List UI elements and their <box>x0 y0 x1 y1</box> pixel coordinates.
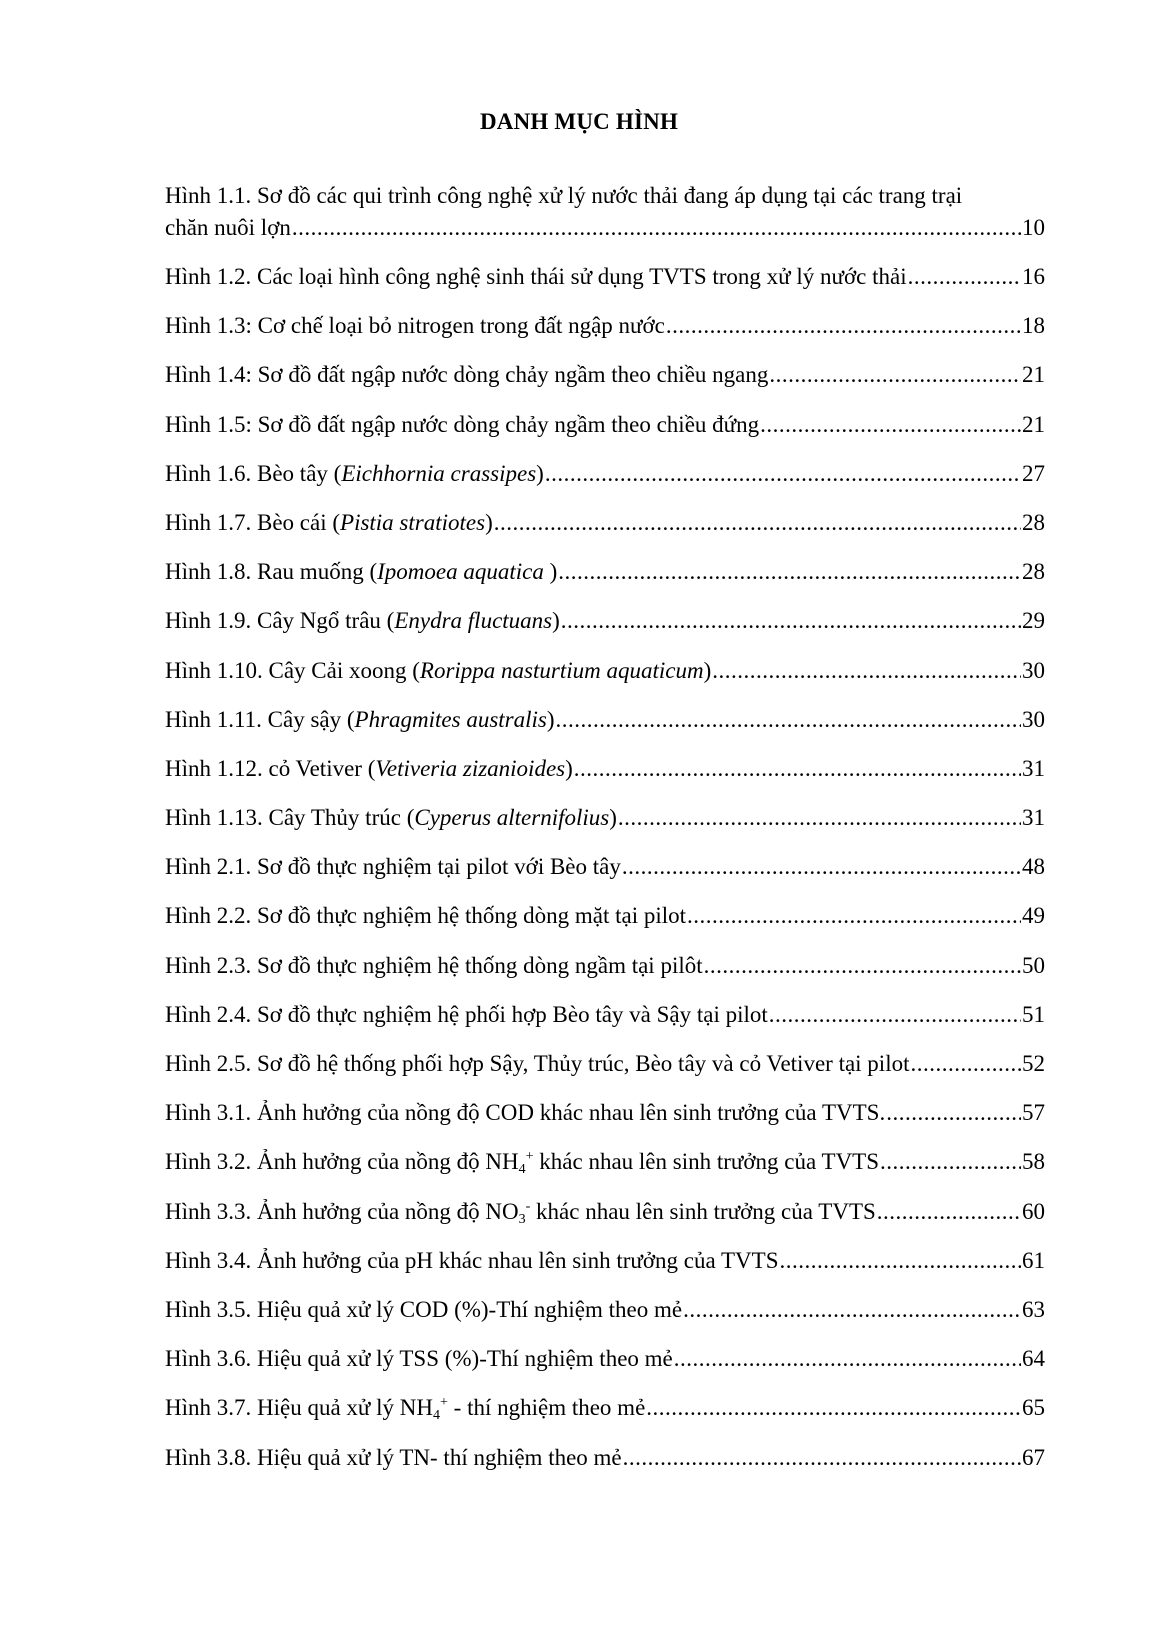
entry-page-number: 28 <box>1022 559 1045 585</box>
species-name: Vetiveria zizanioides <box>375 755 566 781</box>
entry-caption: Hình 3.4. Ảnh hưởng của pH khác nhau lên sinh trưởng của TVTS <box>165 1247 779 1273</box>
entry-page-number: 27 <box>1022 460 1045 486</box>
entry-caption: Hình 3.7. Hiệu quả xử lý $NH_4^+$ - thí nghiệm theo mẻ <box>165 1395 646 1424</box>
entry-page-number: 21 <box>1022 362 1045 388</box>
toc-entry-1-8[interactable] <box>165 556 1045 605</box>
dot-leader <box>683 1294 1021 1326</box>
entry-caption: Hình 1.7. Bèo cái (Pistia stratiotes) <box>165 509 493 535</box>
species-name: Enydra fluctuans <box>394 608 553 634</box>
dot-leader <box>558 556 1021 588</box>
entry-caption: Hình 3.5. Hiệu quả xử lý COD (%)-Thí nghiệm theo mẻ <box>165 1296 683 1322</box>
toc-entry-3-5[interactable] <box>165 1294 1045 1343</box>
entry-caption: Hình 3.2. Ảnh hưởng của nồng độ $NH_4^+$ khác nhau lên sinh trưởng của TVTS <box>165 1149 880 1178</box>
entry-page-number: 31 <box>1022 805 1045 831</box>
entry-caption: Hình 2.5. Sơ đồ hệ thống phối hợp Sậy, Thủy trúc, Bèo tây và cỏ Vetiver tại pilot <box>165 1051 910 1076</box>
dot-leader <box>545 458 1021 490</box>
entry-page-number: 61 <box>1022 1247 1045 1273</box>
species-name: Cyperus alternifolius <box>414 805 610 831</box>
entry-caption: Hình 1.8. Rau muống (Ipomoea aquatica ) <box>165 559 558 585</box>
entry-page-number: 18 <box>1022 313 1045 339</box>
species-name: Eichhornia crassipes <box>341 460 537 486</box>
toc-entry-1-13[interactable] <box>165 802 1045 851</box>
dot-leader <box>769 999 1021 1031</box>
entry-page-number: 67 <box>1022 1444 1045 1470</box>
dot-leader <box>622 851 1021 883</box>
entry-caption: Hình 3.1. Ảnh hưởng của nồng độ COD khác nhau lên sinh trưởng của TVTS. <box>165 1100 886 1126</box>
toc-entry-3-2[interactable] <box>165 1146 1045 1195</box>
entry-page-number: 30 <box>1022 706 1045 732</box>
toc-entry-2-2[interactable] <box>165 900 1045 949</box>
dot-leader <box>880 1146 1021 1178</box>
entry-page-number: 57 <box>1022 1100 1045 1126</box>
toc-entry-1-1[interactable] <box>165 180 1045 261</box>
toc-entry-2-4[interactable] <box>165 999 1045 1048</box>
entry-caption: Hình 3.6. Hiệu quả xử lý TSS (%)-Thí nghiệm theo mẻ <box>165 1346 673 1372</box>
figure-list <box>165 180 1045 1491</box>
species-name: Ipomoea aquatica <box>377 559 550 585</box>
toc-entry-3-7[interactable] <box>165 1392 1045 1441</box>
entry-page-number: 51 <box>1022 1001 1045 1027</box>
dot-leader <box>877 1196 1021 1228</box>
dot-leader <box>704 950 1021 982</box>
species-name: Rorippa nasturtium aquaticum <box>419 657 704 683</box>
dot-leader <box>494 507 1021 539</box>
entry-page-number: 65 <box>1022 1395 1045 1421</box>
toc-entry-1-7[interactable] <box>165 507 1045 556</box>
dot-leader <box>666 310 1021 342</box>
entry-caption: Hình 2.4. Sơ đồ thực nghiệm hệ phối hợp Bèo tây và Sậy tại pilot <box>165 1001 768 1027</box>
dot-leader <box>769 359 1021 391</box>
entry-caption: Hình 1.9. Cây Ngổ trâu (Enydra fluctuans) <box>165 608 560 634</box>
toc-entry-1-5[interactable] <box>165 409 1045 458</box>
toc-entry-3-6[interactable] <box>165 1343 1045 1392</box>
dot-leader <box>760 409 1021 441</box>
entry-page-number: 50 <box>1022 952 1045 978</box>
entry-page-number: 52 <box>1022 1051 1045 1076</box>
entry-caption: Hình 1.2. Các loại hình công nghệ sinh thái sử dụng TVTS trong xử lý nước thải <box>165 264 907 289</box>
toc-entry-1-2[interactable] <box>165 261 1045 310</box>
entry-page-number: 10 <box>1022 215 1045 240</box>
toc-entry-3-3[interactable] <box>165 1196 1045 1245</box>
entry-caption: Hình 3.8. Hiệu quả xử lý TN- thí nghiệm theo mẻ <box>165 1444 622 1470</box>
entry-caption: Hình 1.11. Cây sậy (Phragmites australis) <box>165 706 555 732</box>
entry-page-number: 60 <box>1022 1198 1045 1224</box>
toc-entry-1-3[interactable] <box>165 310 1045 359</box>
toc-entry-3-1[interactable] <box>165 1097 1045 1146</box>
dot-leader <box>712 655 1021 687</box>
dot-leader <box>886 1097 1021 1129</box>
dot-leader <box>618 802 1021 834</box>
toc-entry-1-9[interactable] <box>165 605 1045 654</box>
toc-entry-3-4[interactable] <box>165 1245 1045 1294</box>
dot-leader <box>687 900 1021 932</box>
species-name: Phragmites australis <box>354 706 547 732</box>
entry-page-number: 64 <box>1022 1346 1045 1372</box>
dot-leader <box>646 1392 1021 1424</box>
entry-caption: Hình 1.5: Sơ đồ đất ngập nước dòng chảy ngầm theo chiều đứng <box>165 411 760 437</box>
dot-leader <box>908 261 1021 293</box>
toc-entry-1-4[interactable] <box>165 359 1045 408</box>
dot-leader <box>556 704 1021 736</box>
entry-page-number: 49 <box>1022 903 1045 929</box>
entry-caption: Hình 2.3. Sơ đồ thực nghiệm hệ thống dòng ngầm tại pilôt <box>165 952 703 978</box>
entry-caption: Hình 1.13. Cây Thủy trúc (Cyperus alternifolius) <box>165 805 617 831</box>
entry-caption: Hình 1.3: Cơ chế loại bỏ nitrogen trong đất ngập nước <box>165 313 665 339</box>
entry-caption-line1: Hình 1.1. Sơ đồ các qui trình công nghệ xử lý nước thải đang áp dụng tại các trang trại <box>165 183 963 208</box>
entry-page-number: 16 <box>1022 264 1045 289</box>
toc-entry-2-3[interactable] <box>165 950 1045 999</box>
page-title: DANH MỤC HÌNH <box>479 109 679 134</box>
toc-entry-1-6[interactable] <box>165 458 1045 507</box>
dot-leader <box>674 1343 1021 1375</box>
dot-leader <box>623 1442 1021 1474</box>
entry-page-number: 58 <box>1022 1149 1045 1175</box>
toc-entry-2-5[interactable] <box>165 1048 1045 1097</box>
entry-caption: Hình 3.3. Ảnh hưởng của nồng độ $NO_3^-$ khác nhau lên sinh trưởng của TVTS <box>165 1198 876 1227</box>
entry-caption: Hình 2.2. Sơ đồ thực nghiệm hệ thống dòng mặt tại pilot <box>165 903 687 929</box>
entry-page-number: 21 <box>1022 411 1045 437</box>
entry-caption: chăn nuôi lợn <box>165 215 291 240</box>
entry-page-number: 30 <box>1022 657 1045 683</box>
toc-entry-1-11[interactable] <box>165 704 1045 753</box>
entry-caption: Hình 1.10. Cây Cải xoong (Rorippa nasturtium aquaticum) <box>165 657 712 683</box>
toc-entry-2-1[interactable] <box>165 851 1045 900</box>
entry-caption: Hình 2.1. Sơ đồ thực nghiệm tại pilot với Bèo tây <box>165 854 621 880</box>
species-name: Pistia stratiotes <box>340 509 486 535</box>
entry-page-number: 28 <box>1022 509 1045 535</box>
entry-page-number: 31 <box>1022 755 1045 781</box>
entry-caption: Hình 1.12. cỏ Vetiver (Vetiveria zizanioides) <box>165 755 573 781</box>
entry-page-number: 29 <box>1022 608 1045 634</box>
dot-leader <box>910 1048 1021 1080</box>
entry-page-number: 63 <box>1022 1296 1045 1322</box>
dot-leader <box>780 1245 1021 1277</box>
toc-entry-1-12[interactable] <box>165 753 1045 802</box>
dot-leader <box>561 605 1021 637</box>
toc-entry-1-10[interactable] <box>165 655 1045 704</box>
dot-leader <box>292 212 1021 244</box>
toc-entry-3-8[interactable] <box>165 1442 1045 1491</box>
entry-page-number: 48 <box>1022 854 1045 880</box>
entry-caption: Hình 1.4: Sơ đồ đất ngập nước dòng chảy ngầm theo chiều ngang <box>165 362 769 388</box>
dot-leader <box>574 753 1021 785</box>
entry-caption: Hình 1.6. Bèo tây (Eichhornia crassipes) <box>165 460 544 486</box>
